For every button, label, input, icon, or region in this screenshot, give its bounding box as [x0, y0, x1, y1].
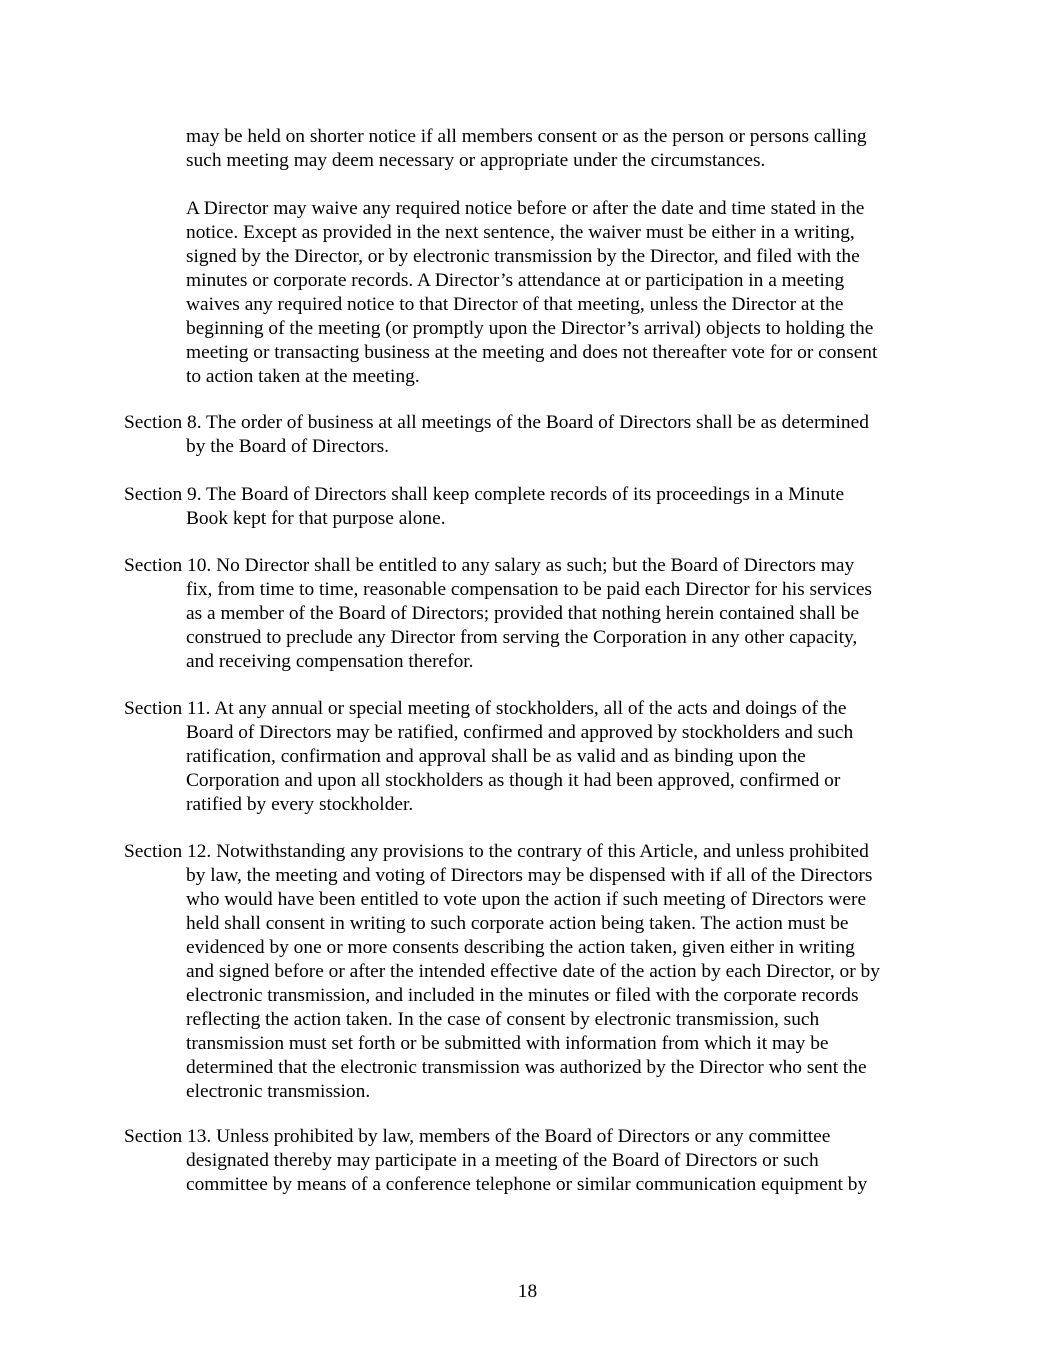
section-11: Section 11. At any annual or special meeting of stockholders, all of the acts and doings of the Board of Directors may be ratified, confirmed and approved by stockholders and such ratification, confirmation and approval shall be as valid and as binding upon the Corporation and upon all stockholders as though it had been approved, confirmed or ratified by every stockholder. — [124, 698, 854, 815]
paragraph-waiver-of-notice: A Director may waive any required notice before or after the date and time stated in the notice. Except as provided in the next sentence, the waiver must be either in a writing, signed by the Director, or by electronic transmission by the Director, and filed with the minutes or corporate records. A Director’s attendance at or participation in a meeting waives any required notice to that Director of that meeting, unless the Director at the beginning of the meeting (or promptly upon the Director’s arrival) objects to holding the meeting or transacting business at the meeting and does not thereafter vote for or consent to action taken at the meeting. — [186, 198, 878, 387]
section-10: Section 10. No Director shall be entitled to any salary as such; but the Board of Directors may fix, from time to time, reasonable compensation to be paid each Director for his services as a member of the Board of Directors; provided that nothing herein contained shall be construed to preclude any Director from serving the Corporation in any other capacity, and receiving compensation therefor. — [124, 555, 872, 672]
section-12: Section 12. Notwithstanding any provisions to the contrary of this Article, and unless prohibited by law, the meeting and voting of Directors may be dispensed with if all of the Directors who would have been entitled to vote upon the action if such meeting of Directors were held shall consent in writing to such corporate action being taken. The action must be evidenced by one or more consents describing the action taken, given either in writing and signed before or after the intended effective date of the action by each Director, or by electronic transmission, and included in the minutes or filed with the corporate records reflecting the action taken. In the case of consent by electronic transmission, such transmission must set forth or be submitted with information from which it may be determined that the electronic transmission was authorized by the Director who sent the electronic transmission. — [124, 841, 880, 1102]
section-13: Section 13. Unless prohibited by law, members of the Board of Directors or any committee designated thereby may participate in a meeting of the Board of Directors or such committee by means of a conference telephone or similar communication equipment by — [124, 1126, 868, 1195]
paragraph-notice-continuation: may be held on shorter notice if all members consent or as the person or persons calling such meeting may deem necessary or appropriate under the circumstances. — [186, 126, 867, 171]
page-number: 18 — [517, 1281, 538, 1302]
section-8: Section 8. The order of business at all meetings of the Board of Directors shall be as determined by the Board of Directors. — [124, 412, 869, 457]
section-9: Section 9. The Board of Directors shall keep complete records of its proceedings in a Minute Book kept for that purpose alone. — [124, 484, 845, 529]
